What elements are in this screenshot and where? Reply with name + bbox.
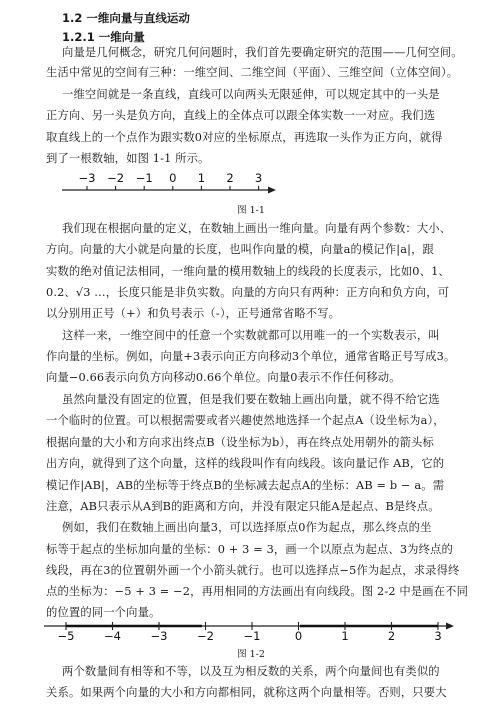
tick-label: 2 [387, 629, 396, 643]
para5-line3: 根据向量的大小和方向求出终点B（设坐标为b），再在终点处用朝外的箭头标 [46, 436, 434, 449]
para6-line3: 线段，再在3的位置朝外画一个小箭头就行。也可以选择点−5作为起点，求录得终 [46, 564, 460, 577]
tick-label: 1 [341, 629, 349, 643]
para4-line1: 这样一来，一维空间中的任意一个实数就都可以用唯一的一个实数表示，叫 [62, 329, 440, 342]
tick-label: −2 [107, 171, 125, 185]
para5-line6: 注意，AB只表示从A到B的距离和方向，并没有限定只能A是起点、B是终点。 [46, 500, 440, 513]
para2-line3: 取直线上的一个点作为跟实数0对应的坐标原点，再选取一头作为正方向，就得 [46, 131, 443, 144]
tick-label: −3 [150, 629, 168, 643]
tick-label: 3 [254, 171, 263, 185]
number-line-figure-2 [0, 618, 502, 644]
tick-label: −3 [78, 171, 96, 185]
para6-line1: 例如，我们在数轴上画出向量3，可以选择原点0作为起点，那么终点的坐 [62, 521, 432, 534]
tick-label: −2 [197, 629, 214, 643]
para7-line1: 两个数量间有相等和不等，以及互为相反数的关系，两个向量间也有类似的 [62, 665, 440, 678]
tick-label: −5 [57, 629, 75, 643]
para6-line4: 点的坐标为：−5 + 3 = −2，再用相同的方法画出有向线段。图 2-2 中是画在不同 [46, 585, 469, 598]
axis-arrow-icon [446, 623, 454, 630]
para3-line1: 我们现在根据向量的定义，在数轴上画出一维向量。向量有两个参数：大小、 [62, 222, 452, 235]
subsection-title: 1.2.1 一维向量 [62, 30, 145, 44]
para3-line3: 实数的绝对值记法相同，一维向量的模用数轴上的线段的长度表示，比如0、1、 [46, 265, 450, 278]
para4-line2: 作向量的坐标。例如，向量+3表示向正方向移动3个单位，通常省略正号写成3。 [46, 350, 456, 363]
tick-label: 0 [169, 171, 177, 185]
para1-line2: 生活中常见的空间有三种：一维空间、二维空间（平面）、三维空间（立体空间）。 [46, 66, 459, 79]
para3-line4: 0.2、√3 …，长度只能是非负实数。向量的方向只有两种：正方向和负方向，可 [46, 286, 450, 299]
para5-line1: 虽然向量没有固定的位置，但是我们要在数轴上画出向量，就不得不给它选 [62, 393, 440, 406]
number-line-figure-1 [0, 170, 502, 198]
para6-line5: 的位置的同一个向量。 [46, 606, 161, 619]
figure2-caption: 图 1-2 [237, 649, 265, 660]
tick-label: 3 [434, 629, 442, 643]
tick-label: 2 [226, 171, 234, 185]
para2-line1: 一维空间就是一条直线，直线可以向两头无限延伸，可以规定其中的一头是 [62, 88, 440, 101]
para7-line2: 关系。如果两个向量的大小和方向都相同，就称这两个向量相等。否则，只要大 [46, 686, 447, 699]
para4-line3: 向量−0.66表示向负方向移动0.66个单位。向量0表示不作任何移动。 [46, 371, 401, 384]
tick-label: −4 [104, 629, 121, 643]
section-title: 1.2 一维向量与直线运动 [62, 11, 190, 25]
para3-line5: 以分别用正号（+）和负号表示（-），正号通常省略不写。 [46, 307, 341, 320]
axis-arrow-icon [268, 187, 276, 194]
para5-line2: 一个临时的位置。可以根据需要或者兴趣使然地选择一个起点A（设坐标为a）， [46, 414, 445, 427]
para3-line2: 方向。向量的大小就是向量的长度，也叫作向量的模，向量a的模记作|a|，跟 [46, 243, 434, 256]
figure1-caption: 图 1-1 [237, 205, 265, 216]
para5-line5: 模记作|AB|，AB的坐标等于终点B的坐标减去起点A的坐标：AB = b − a。需 [46, 479, 445, 492]
tick-label: −1 [243, 629, 261, 643]
para2-line2: 正方向、另一头是负方向，直线上的全体点可以跟全体实数一一对应。我们选 [46, 109, 436, 122]
para1-line1: 向量是几何概念，研究几何问题时，我们首先要确定研究的范围——几何空间。 [62, 46, 463, 59]
para5-line4: 出方向，就得到了这个向量，这样的线段叫作有向线段。该向量记作 AB，它的 [46, 457, 445, 470]
tick-label: −1 [135, 171, 153, 185]
tick-label: 0 [294, 629, 303, 643]
tick-label: 1 [197, 171, 206, 185]
para2-line4: 到了一根数轴，如图 1-1 所示。 [46, 152, 210, 165]
para6-line2: 标等于起点的坐标加向量的坐标：0 + 3 = 3，画一个以原点为起点、3为终点的 [46, 543, 453, 556]
